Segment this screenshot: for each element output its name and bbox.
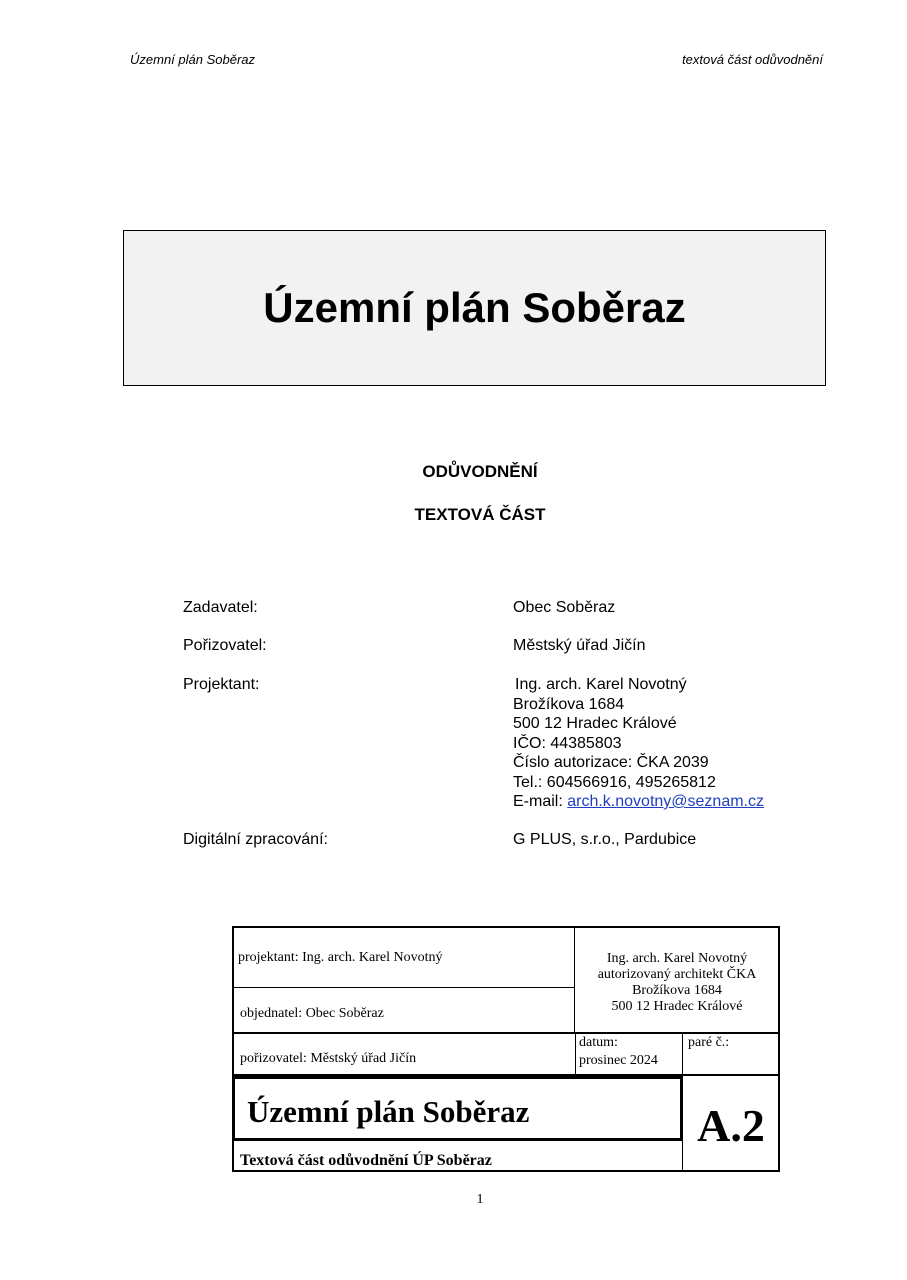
subtitle-textova-cast: TEXTOVÁ ČÁST [414,505,546,524]
stamp-code: A.2 [697,1100,765,1151]
stamp-architect-block [576,951,778,1015]
porizovatel-value: Městský úřad Jičín [513,637,646,654]
stamp-objednatel: objednatel: Obec Soběraz [240,1006,384,1021]
subtitle-oduvodneni: ODŮVODNĚNÍ [422,462,538,481]
projektant-line: Brožíkova 1684 [513,695,625,713]
projektant-line: Číslo autorizace: ČKA 2039 [513,754,709,771]
stamp-doc-title: Textová část odůvodnění ÚP Soběraz [240,1152,492,1169]
digital-label: Digitální zpracování: [183,831,328,848]
title-box [123,230,826,386]
zadavatel-label: Zadavatel: [183,599,258,616]
stamp-datum-label: datum: [579,1035,618,1050]
architect-line: autorizovaný architekt ČKA [597,967,757,982]
header-right: textová část odůvodnění [682,52,823,67]
email-label: E-mail: [513,793,568,810]
architect-line: Brožíkova 1684 [632,983,722,998]
projektant-line: Tel.: 604566916, 495265812 [513,773,716,791]
main-title: Územní plán Soběraz [263,284,686,331]
email-link[interactable]: arch.k.novotny@seznam.cz [567,793,764,810]
stamp-datum-value: prosinec 2024 [579,1053,658,1068]
architect-line: Ing. arch. Karel Novotný [606,951,748,966]
projektant-line: Ing. arch. Karel Novotný [515,676,687,693]
stamp-plan-title: Územní plán Soběraz [247,1094,530,1129]
digital-value: G PLUS, s.r.o., Pardubice [513,831,697,848]
stamp-pare-label: paré č.: [688,1035,730,1050]
header-left: Územní plán Soběraz [130,52,256,67]
zadavatel-value: Obec Soběraz [513,599,616,616]
page-number: 1 [476,1192,484,1207]
stamp-porizovatel: pořizovatel: Městský úřad Jičín [240,1051,417,1066]
architect-line: 500 12 Hradec Králové [611,999,743,1014]
porizovatel-label: Pořizovatel: [183,637,267,654]
projektant-block [513,675,764,812]
email-line [513,792,764,812]
stamp-projektant: projektant: Ing. arch. Karel Novotný [238,950,443,965]
projektant-line: IČO: 44385803 [513,734,622,752]
projektant-line: 500 12 Hradec Králové [513,715,677,732]
projektant-label: Projektant: [183,676,260,693]
